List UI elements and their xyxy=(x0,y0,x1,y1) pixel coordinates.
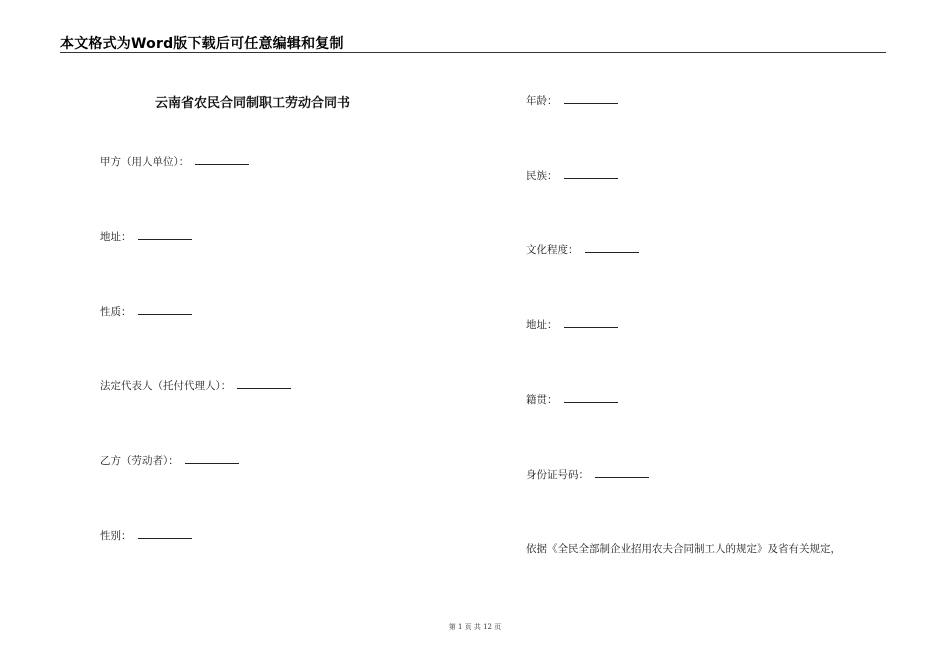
field-employee-label: 乙方（劳动者）： xyxy=(100,455,179,467)
contract-basis-paragraph: 依据《全民全部制企业招用农夫合同制工人的规定》及省有关规定， xyxy=(526,543,841,555)
field-ethnicity xyxy=(526,168,618,183)
field-native-place-blank xyxy=(564,392,618,403)
field-legal-rep-label: 法定代表人（托付代理人）： xyxy=(100,380,232,392)
field-education-blank xyxy=(585,242,639,253)
field-employee-blank xyxy=(185,453,239,464)
field-nature xyxy=(100,304,192,319)
field-native-place-label: 籍贯： xyxy=(526,394,558,406)
field-employee xyxy=(100,453,239,468)
field-employer-label: 甲方（用人单位）： xyxy=(100,156,190,168)
field-ethnicity-blank xyxy=(564,168,618,179)
field-legal-rep-blank xyxy=(237,378,291,389)
field-age-label: 年龄： xyxy=(526,95,558,107)
field-nature-label: 性质： xyxy=(100,306,132,318)
field-employer-address xyxy=(100,229,192,244)
field-education-label: 文化程度： xyxy=(526,244,579,256)
field-employee-address xyxy=(526,317,618,332)
field-age-blank xyxy=(564,93,618,104)
field-id-number-blank xyxy=(595,467,649,478)
page-header xyxy=(60,33,886,53)
field-id-number xyxy=(526,467,649,482)
field-gender xyxy=(100,528,192,543)
field-employer-blank xyxy=(195,154,249,165)
field-employer-address-label: 地址： xyxy=(100,231,132,243)
field-gender-label: 性别： xyxy=(100,530,132,542)
field-nature-blank xyxy=(138,304,192,315)
header-banner-text: 本文格式为Word版下载后可任意编辑和复制 xyxy=(60,36,344,52)
field-ethnicity-label: 民族： xyxy=(526,170,558,182)
field-id-number-label: 身份证号码： xyxy=(526,469,589,481)
field-employee-address-blank xyxy=(564,317,618,328)
field-legal-rep xyxy=(100,378,291,393)
field-gender-blank xyxy=(138,528,192,539)
field-employer xyxy=(100,154,249,169)
field-age xyxy=(526,93,618,108)
field-employer-address-blank xyxy=(138,229,192,240)
field-native-place xyxy=(526,392,618,407)
field-employee-address-label: 地址： xyxy=(526,319,558,331)
page-number-footer: 第 1 页 共 12 页 xyxy=(448,623,502,631)
field-education xyxy=(526,242,639,257)
document-title: 云南省农民合同制职工劳动合同书 xyxy=(155,96,351,111)
